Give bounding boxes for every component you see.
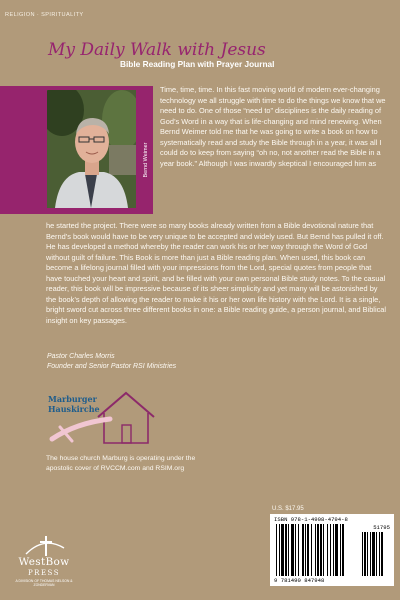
category-label: RELIGION · SPIRITUALITY	[5, 12, 84, 18]
endorsement-signature	[47, 352, 176, 372]
photo-credit: Bernd Weimer	[143, 142, 149, 178]
endorsement-text-top: Time, time, time. In this fast moving world of modern ever-changing technology we all struggle with time to do the things we know that we need to do. One of those “need to” disciplines is the daily reading of God’s Word in a way that is life-changing and mind renewing. When Bernd Weimer told me that he was going to write a book on how to systematically read and study the Bible through in a year, it was all I could do to keep from saying “oh no, not another read the Bible in a year book.” Although I was inwardly skeptical I encouraged him as	[160, 85, 386, 168]
ean-number: 9 781490 847948	[274, 577, 325, 584]
author-photo	[47, 90, 136, 208]
house-sword-icon	[46, 383, 156, 445]
publisher-press: PRESS	[27, 569, 61, 577]
publisher-division: A DIVISION OF THOMAS NELSON & ZONDERVAN	[15, 579, 73, 588]
logo-line2: Hauskirche	[48, 404, 100, 414]
price: U.S. $17.95	[272, 506, 304, 512]
book-subtitle: Bible Reading Plan with Prayer Journal	[120, 59, 275, 69]
logo-line1: Marburger	[48, 394, 97, 404]
signature-name: Pastor Charles Morris	[47, 353, 115, 360]
book-title: My Daily Walk with Jesus	[48, 40, 266, 60]
isbn-label: ISBN 978-1-4908-4794-8	[274, 516, 348, 523]
publisher-logo	[8, 534, 80, 594]
endorsement-text-main: he started the project. There were so many books already written from a Bible devotional nature that Bernd’s book would have to be very unique to be accepted and widely used. But Bernd has pulled it off. He has developed a method whereby the reader can work his or her way through the Word of God without guilt of failure. This Book is more than just a Bible reading plan. When used, this book can become a lifelong journal filled with your impressions from the Lord, special quotes from people that have touched your heart and spirit, and be filled with your own personal Bible study notes. To the casual reader, this book will be impressive because of its sheer simplicity and yet many will be astonished by the book’s depth of allowing the reader to make it his or her own life history with the Lord. It is a single, bright sword cut across three different books in one: a Bible reading guide, a person journal, and Biblical insight on key passages.	[46, 221, 387, 325]
cross-icon	[8, 534, 80, 558]
publisher-name: WestBow	[18, 556, 70, 568]
house-church-note: The house church Marburg is operating under the apostolic cover of RVCCM.com and RSIM.org	[46, 455, 196, 472]
addon-number: 51795	[373, 524, 390, 531]
signature-role: Founder and Senior Pastor RSI Ministries	[47, 363, 177, 370]
hauskirche-logo	[46, 383, 156, 445]
barcode-block	[270, 514, 394, 586]
barcode-bars	[270, 514, 394, 586]
